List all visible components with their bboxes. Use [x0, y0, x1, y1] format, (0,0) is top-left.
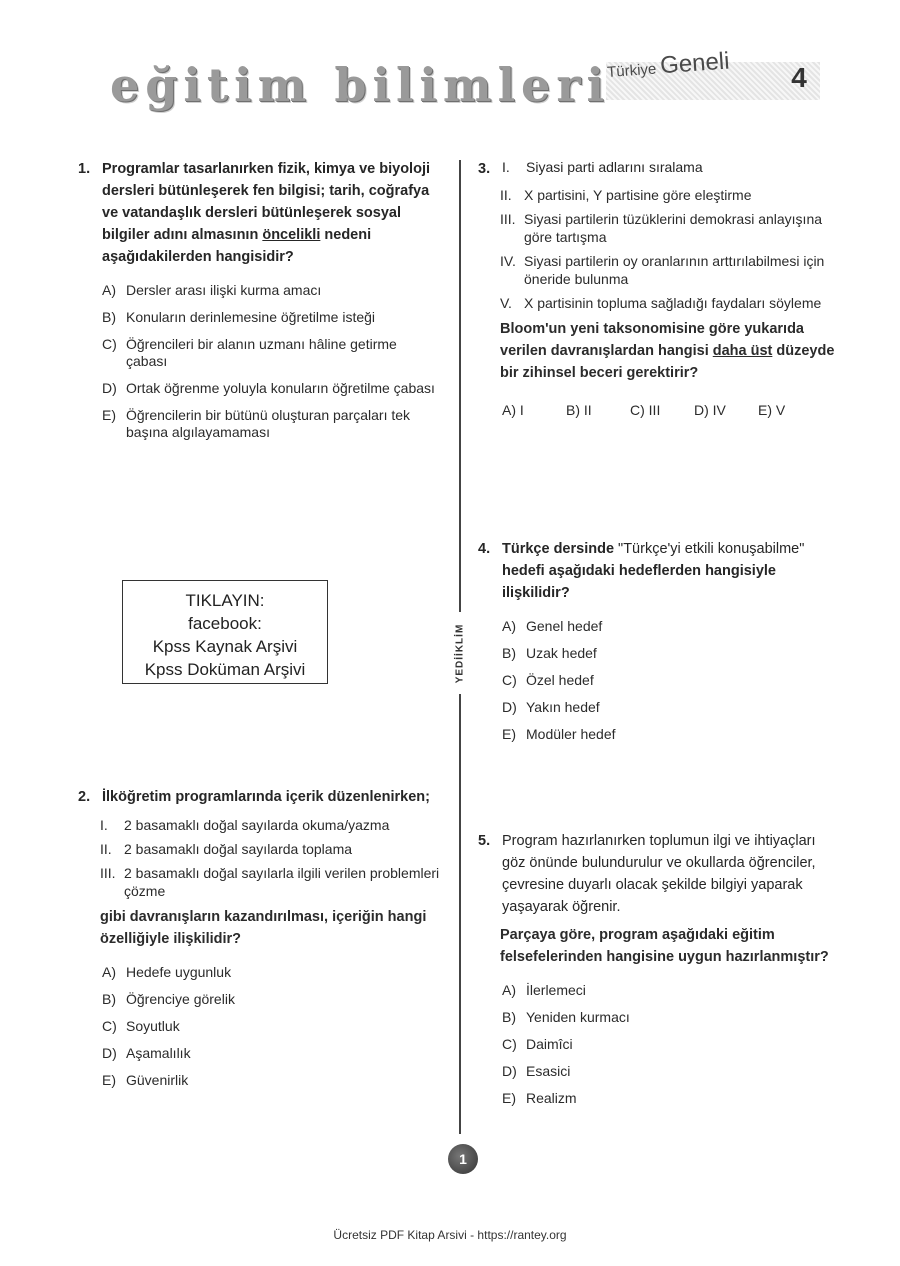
publisher-label: YEDİİKLİM	[452, 612, 468, 694]
option-list	[502, 982, 838, 1107]
option-e[interactable]: E) Realizm	[502, 1090, 577, 1106]
promo-box	[122, 580, 328, 684]
promo-line-2: facebook:	[188, 614, 262, 633]
question-3	[478, 158, 838, 418]
option-b[interactable]: B) II	[566, 402, 592, 418]
promo-line-1: TIKLAYIN:	[185, 591, 265, 610]
ask-underlined: daha üst	[712, 343, 773, 359]
statement-item: I. Siyasi parti adlarını sıralama	[502, 159, 703, 175]
statement-item: III. Siyasi partilerin tüzüklerini demokrasi anlayışına göre tartışma	[500, 211, 823, 245]
option-e[interactable]: E) Öğrencilerin bir bütünü oluşturan parçaları tek başına algılayamaması	[102, 407, 411, 440]
question-stem	[78, 786, 440, 808]
question-stem	[478, 158, 838, 182]
option-list	[102, 964, 440, 1089]
statement-item: IV. Siyasi partilerin oy oranlarının arttırılabilmesi için öneride bulunma	[500, 253, 825, 287]
stem-text-end: nedeni aşağıdakilerden hangisidir?	[102, 227, 372, 265]
question-ask: gibi davranışların kazandırılması, içeriğin hangi özelliğiyle ilişkilidir?	[100, 909, 427, 947]
promo-line-4: Kpss Doküman Arşivi	[144, 660, 306, 679]
question-stem	[78, 158, 440, 268]
question-5	[478, 830, 838, 1117]
stem-underlined: öncelikli	[262, 227, 321, 243]
question-ask: Parçaya göre, program aşağıdaki eğitim felsefelerinden hangisine uygun hazırlanmıştır?	[500, 927, 829, 965]
option-d[interactable]: D) Aşamalılık	[102, 1045, 191, 1061]
option-e[interactable]: E) Güvenirlik	[102, 1072, 189, 1088]
page-title: eğitim bilimleri	[110, 58, 611, 112]
question-stem: 4. Türkçe dersinde "Türkçe'yi etkili konuşabilme" hedefi aşağıdaki hedeflerden hangisiyle ilişkilidir?	[478, 538, 838, 604]
question-number: 5.	[478, 833, 491, 849]
option-a[interactable]: A) İlerlemeci	[502, 982, 586, 998]
option-a[interactable]: A) Hedefe uygunluk	[102, 964, 232, 980]
subtitle-prefix: Türkiye	[606, 60, 657, 82]
stem-text: Programlar tasarlanırken fizik, kimya ve biyoloji dersleri bütünleşerek fen bilgisi; tarih, coğrafya ve vatandaşlık dersleri bütünleşerek sosyal bilgiler adını almasının	[102, 161, 430, 243]
option-a[interactable]: A) I	[502, 402, 524, 418]
passage-text: Program hazırlanırken toplumun ilgi ve ihtiyaçları göz önünde bulundurulur ve okullarda öğrenciler, çevresine duyarlı olacak şekilde bilgiyi yaparak yaşayarak öğrenir.	[502, 833, 816, 915]
stem-quote: "Türkçe'yi etkili konuşabilme"	[618, 541, 805, 557]
option-c[interactable]: C) Daimîci	[502, 1036, 573, 1052]
statement-item: II. 2 basamaklı doğal sayılarda toplama	[100, 841, 353, 857]
question-stem	[478, 830, 838, 918]
option-d[interactable]: D) Ortak öğrenme yoluyla konuların öğretilme çabası	[102, 380, 435, 396]
option-b[interactable]: B) Yeniden kurmacı	[502, 1009, 630, 1025]
option-row	[502, 402, 838, 418]
option-c[interactable]: C) Öğrencileri bir alanın uzmanı hâline getirme çabası	[102, 336, 397, 369]
option-b[interactable]: B) Konuların derinlemesine öğretilme isteği	[102, 309, 376, 325]
option-c[interactable]: C) Özel hedef	[502, 672, 594, 688]
statement-item: III. 2 basamaklı doğal sayılarla ilgili verilen problemleri çözme	[100, 865, 440, 899]
question-number: 1.	[78, 161, 91, 177]
option-d[interactable]: D) IV	[694, 402, 726, 418]
statement-item: I. 2 basamaklı doğal sayılarda okuma/yazma	[100, 817, 390, 833]
option-b[interactable]: B) Uzak hedef	[502, 645, 597, 661]
statement-list	[100, 816, 440, 900]
option-a[interactable]: A) Genel hedef	[502, 618, 603, 634]
option-d[interactable]: D) Esasici	[502, 1063, 571, 1079]
option-e[interactable]: E) Modüler hedef	[502, 726, 616, 742]
promo-line-3: Kpss Kaynak Arşivi	[152, 637, 298, 656]
statement-item: V. X partisinin topluma sağladığı faydaları söyleme	[500, 295, 822, 311]
option-list	[102, 282, 440, 441]
subtitle-main: Geneli	[659, 47, 731, 80]
question-number: 3.	[478, 161, 491, 177]
option-c[interactable]: C) Soyutluk	[102, 1018, 180, 1034]
stem-text: İlköğretim programlarında içerik düzenlenirken;	[102, 789, 430, 805]
option-a[interactable]: A) Dersler arası ilişki kurma amacı	[102, 282, 322, 298]
question-number: 2.	[78, 789, 91, 805]
footer-text: Ücretsiz PDF Kitap Arsivi - https://rantey.org	[333, 1228, 567, 1242]
test-number: 4	[791, 62, 807, 93]
statement-list	[500, 186, 838, 312]
option-c[interactable]: C) III	[630, 402, 661, 418]
option-b[interactable]: B) Öğrenciye görelik	[102, 991, 235, 1007]
statement-item: II. X partisini, Y partisine göre eleştirme	[500, 187, 752, 203]
option-d[interactable]: D) Yakın hedef	[502, 699, 600, 715]
question-number: 4.	[478, 541, 491, 557]
question-4	[478, 538, 838, 753]
question-ask: Bloom'un yeni taksonomisine göre yukarıda verilen davranışlardan hangisi daha üst düzeyde bir zihinsel beceri gerektirir?	[500, 321, 835, 381]
question-2	[78, 786, 440, 1099]
option-list	[502, 618, 838, 743]
page-number-badge: 1	[448, 1144, 478, 1174]
question-1	[78, 158, 440, 451]
option-e[interactable]: E) V	[758, 402, 786, 418]
